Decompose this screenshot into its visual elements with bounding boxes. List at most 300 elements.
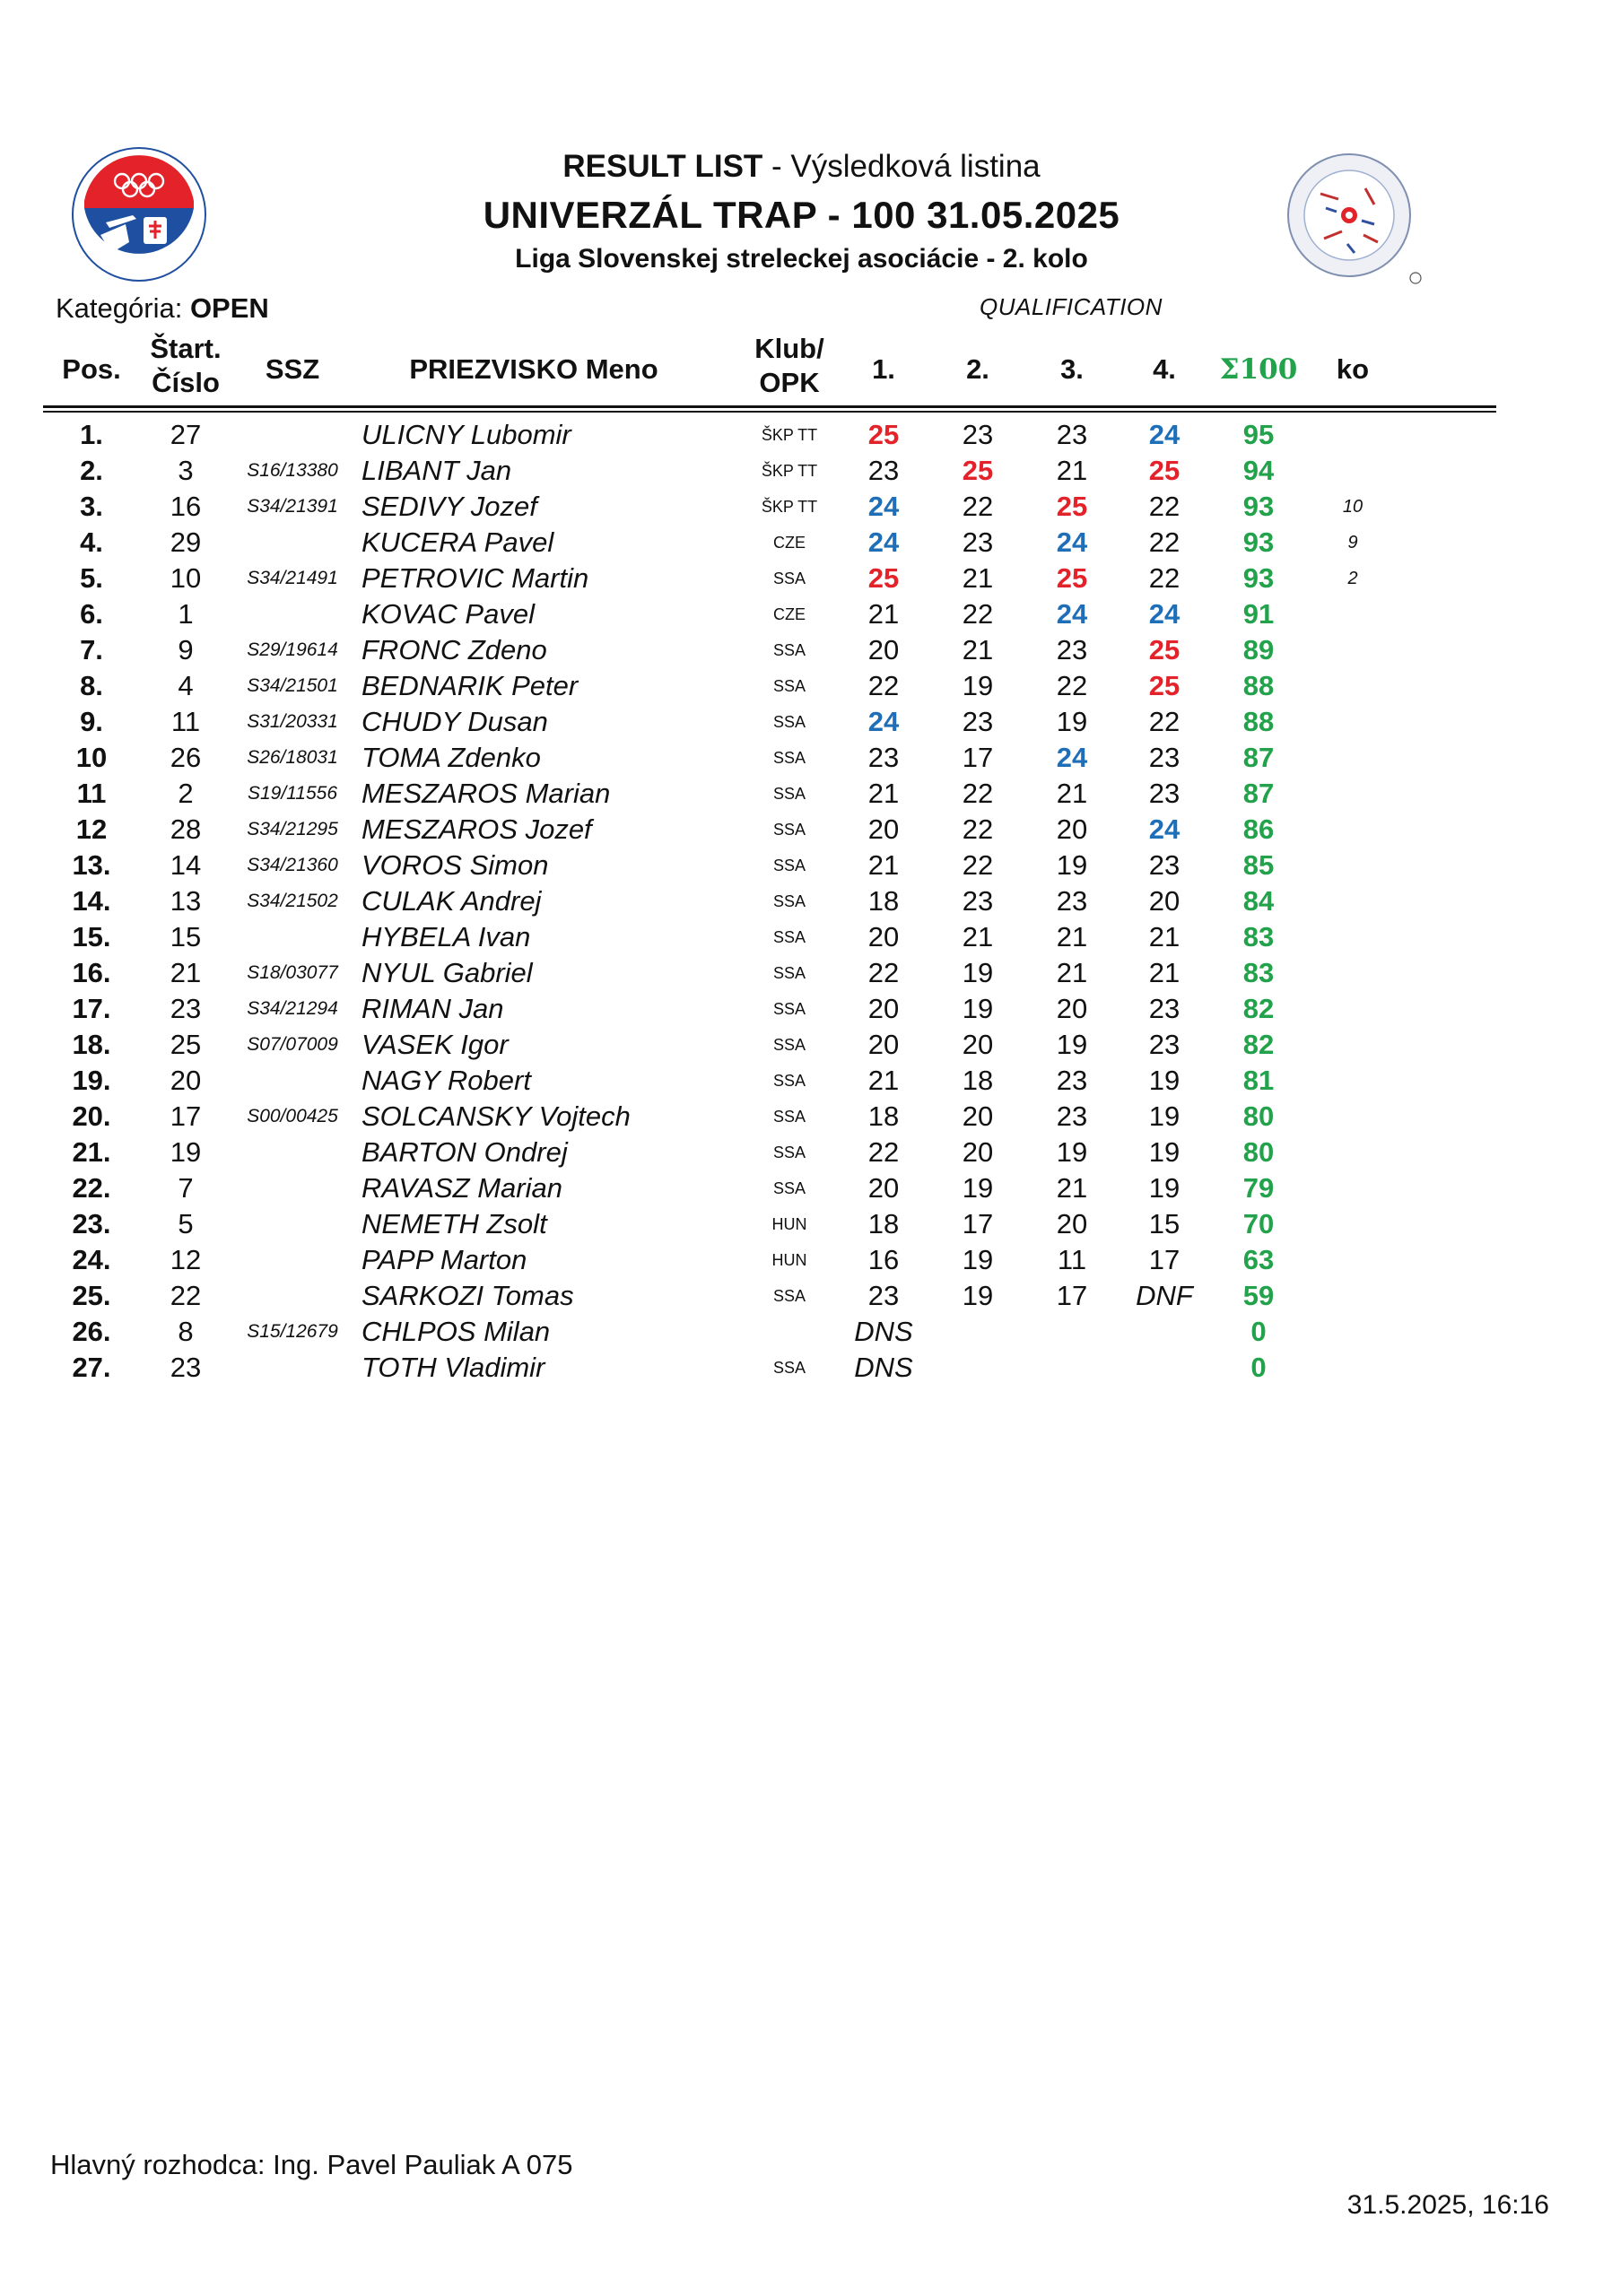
round-4-score-cell bbox=[1119, 1350, 1209, 1386]
ssz-id-cell: S34/21360 bbox=[247, 855, 338, 875]
position-cell: 20. bbox=[72, 1100, 111, 1132]
start-number-cell: 23 bbox=[170, 1352, 202, 1383]
shooter-name-cell: NEMETH Zsolt bbox=[362, 1208, 547, 1239]
round-3-score-cell: 21 bbox=[1056, 455, 1088, 486]
round-4-score-cell: 22 bbox=[1148, 706, 1180, 737]
position-cell: 12 bbox=[75, 813, 108, 845]
ko-cell bbox=[1308, 1099, 1398, 1135]
table-row bbox=[0, 668, 1603, 704]
ssz-id-cell bbox=[235, 525, 350, 561]
round-2-score-cell: 19 bbox=[962, 993, 994, 1024]
start-number-cell: 1 bbox=[178, 598, 194, 630]
club-cell: SSA bbox=[772, 964, 806, 982]
club-cell: SSA bbox=[772, 641, 806, 659]
col-club: Klub/ OPK bbox=[754, 333, 824, 398]
round-1-score-cell: 20 bbox=[867, 813, 900, 845]
ssz-id-cell: S16/13380 bbox=[247, 460, 338, 481]
round-1-score-cell: 21 bbox=[867, 598, 900, 630]
start-number-cell: 20 bbox=[170, 1065, 202, 1096]
start-number-cell: 29 bbox=[170, 526, 202, 558]
total-score-cell: 84 bbox=[1242, 885, 1275, 917]
table-row bbox=[0, 704, 1603, 740]
shooter-name-cell: TOTH Vladimir bbox=[362, 1352, 545, 1383]
round-4-score-cell: 24 bbox=[1148, 419, 1180, 450]
round-3-score-cell: 21 bbox=[1056, 921, 1088, 952]
round-2-score-cell: 17 bbox=[962, 1208, 994, 1239]
round-2-score-cell bbox=[933, 1314, 1023, 1350]
position-cell: 7. bbox=[80, 634, 103, 665]
shooter-name-cell: PAPP Marton bbox=[362, 1244, 527, 1275]
round-2-score-cell bbox=[933, 1350, 1023, 1386]
round-4-score-cell: 25 bbox=[1148, 455, 1180, 486]
shooter-name-cell: BEDNARIK Peter bbox=[362, 670, 579, 701]
total-score-cell: 80 bbox=[1242, 1100, 1275, 1132]
round-4-score-cell: 23 bbox=[1148, 993, 1180, 1024]
ko-cell bbox=[1308, 1350, 1398, 1386]
club-cell: SSA bbox=[772, 1144, 806, 1161]
col-round-1: 1. bbox=[872, 353, 895, 385]
round-1-score-cell: 23 bbox=[867, 455, 900, 486]
club-cell bbox=[741, 1314, 838, 1350]
table-row bbox=[0, 1099, 1603, 1135]
total-score-cell: 89 bbox=[1242, 634, 1275, 665]
position-cell: 13. bbox=[72, 849, 111, 881]
position-cell: 27. bbox=[72, 1352, 111, 1383]
ko-cell bbox=[1308, 668, 1398, 704]
position-cell: 8. bbox=[80, 670, 103, 701]
position-cell: 26. bbox=[72, 1316, 111, 1347]
position-cell: 16. bbox=[72, 957, 111, 988]
position-cell: 15. bbox=[72, 921, 111, 952]
shooter-name-cell: CHLPOS Milan bbox=[362, 1316, 551, 1347]
total-score-cell: 70 bbox=[1242, 1208, 1275, 1239]
round-2-score-cell: 23 bbox=[962, 419, 994, 450]
event-title: UNIVERZÁL TRAP - 100 31.05.2025 bbox=[483, 194, 1120, 236]
shooter-name-cell: ULICNY Lubomir bbox=[362, 419, 571, 450]
round-2-score-cell: 20 bbox=[962, 1100, 994, 1132]
total-score-cell: 83 bbox=[1242, 957, 1275, 988]
club-cell: CZE bbox=[773, 534, 806, 552]
position-cell: 21. bbox=[72, 1136, 111, 1168]
ko-cell bbox=[1308, 704, 1398, 740]
ssz-id-cell: S31/20331 bbox=[247, 711, 338, 732]
position-cell: 25. bbox=[72, 1280, 111, 1311]
start-number-cell: 15 bbox=[170, 921, 202, 952]
ssz-id-cell bbox=[235, 1170, 350, 1206]
round-3-score-cell: 17 bbox=[1056, 1280, 1088, 1311]
round-3-score-cell: 23 bbox=[1056, 1100, 1088, 1132]
round-4-score-cell: 25 bbox=[1148, 634, 1180, 665]
shooter-name-cell: VASEK Igor bbox=[362, 1029, 509, 1060]
club-cell: HUN bbox=[771, 1251, 807, 1269]
round-1-score-cell: 22 bbox=[867, 957, 900, 988]
position-cell: 22. bbox=[72, 1172, 111, 1204]
round-4-score-cell: 23 bbox=[1148, 742, 1180, 773]
total-score-cell: 82 bbox=[1242, 993, 1275, 1024]
club-cell: SSA bbox=[772, 570, 806, 587]
total-score-cell: 93 bbox=[1242, 562, 1275, 594]
ssz-id-cell bbox=[235, 596, 350, 632]
table-row bbox=[0, 489, 1603, 525]
position-cell: 10 bbox=[75, 742, 108, 773]
round-4-score-cell: 25 bbox=[1148, 670, 1180, 701]
table-row bbox=[0, 525, 1603, 561]
round-2-score-cell: 22 bbox=[962, 849, 994, 881]
ssz-id-cell: S18/03077 bbox=[247, 962, 338, 983]
table-row bbox=[0, 417, 1603, 453]
round-2-score-cell: 22 bbox=[962, 598, 994, 630]
club-cell: SSA bbox=[772, 1000, 806, 1018]
ssz-id-cell: S34/21501 bbox=[247, 675, 338, 696]
round-2-score-cell: 23 bbox=[962, 885, 994, 917]
shooter-name-cell: NYUL Gabriel bbox=[362, 957, 533, 988]
position-cell: 17. bbox=[72, 993, 111, 1024]
round-3-score-cell: 21 bbox=[1056, 1172, 1088, 1204]
ko-cell: 9 bbox=[1347, 533, 1358, 552]
round-1-score-cell: 20 bbox=[867, 1172, 900, 1204]
round-4-score-cell: DNF bbox=[1136, 1280, 1193, 1311]
ssz-id-cell: S00/00425 bbox=[247, 1106, 338, 1126]
round-4-score-cell: 19 bbox=[1148, 1172, 1180, 1204]
round-3-score-cell: 20 bbox=[1056, 1208, 1088, 1239]
ssz-id-cell bbox=[235, 1206, 350, 1242]
ko-cell bbox=[1308, 812, 1398, 848]
round-1-score-cell: 22 bbox=[867, 1136, 900, 1168]
start-number-cell: 7 bbox=[178, 1172, 194, 1204]
club-cell: SSA bbox=[772, 1072, 806, 1090]
club-cell: SSA bbox=[772, 1179, 806, 1197]
club-cell: SSA bbox=[772, 785, 806, 803]
club-cell: ŠKP TT bbox=[761, 462, 818, 480]
shooter-name-cell: NAGY Robert bbox=[362, 1065, 531, 1096]
table-row bbox=[0, 1135, 1603, 1170]
col-start: Štart. Číslo bbox=[150, 333, 222, 398]
total-score-cell: 79 bbox=[1242, 1172, 1275, 1204]
shooter-name-cell: BARTON Ondrej bbox=[362, 1136, 568, 1168]
round-1-score-cell: DNS bbox=[854, 1316, 913, 1347]
position-cell: 5. bbox=[80, 562, 103, 594]
stage-label: QUALIFICATION bbox=[980, 293, 1163, 320]
start-number-cell: 17 bbox=[170, 1100, 202, 1132]
col-round-2: 2. bbox=[966, 353, 989, 385]
shooter-name-cell: RAVASZ Marian bbox=[362, 1172, 562, 1204]
header-rule-thin bbox=[43, 411, 1496, 413]
ko-cell bbox=[1308, 1027, 1398, 1063]
round-2-score-cell: 18 bbox=[962, 1065, 994, 1096]
club-cell: SSA bbox=[772, 857, 806, 874]
ko-cell bbox=[1308, 1242, 1398, 1278]
ko-cell bbox=[1308, 596, 1398, 632]
shooter-name-cell: MESZAROS Jozef bbox=[362, 813, 592, 845]
ssz-id-cell bbox=[235, 1063, 350, 1099]
total-score-cell: 0 bbox=[1250, 1316, 1267, 1347]
shooter-name-cell: FRONC Zdeno bbox=[362, 634, 547, 665]
table-row bbox=[0, 812, 1603, 848]
col-total: Σ100 bbox=[1219, 353, 1298, 386]
shooter-name-cell: SOLCANSKY Vojtech bbox=[362, 1100, 631, 1132]
round-3-score-cell: 24 bbox=[1056, 742, 1088, 773]
start-number-cell: 19 bbox=[170, 1136, 202, 1168]
shooter-name-cell: VOROS Simon bbox=[362, 849, 549, 881]
round-1-score-cell: 21 bbox=[867, 778, 900, 809]
round-2-score-cell: 22 bbox=[962, 491, 994, 522]
round-3-score-cell: 19 bbox=[1056, 706, 1088, 737]
round-2-score-cell: 19 bbox=[962, 1244, 994, 1275]
club-cell: SSA bbox=[772, 713, 806, 731]
ko-cell bbox=[1308, 991, 1398, 1027]
round-1-score-cell: 23 bbox=[867, 1280, 900, 1311]
start-number-cell: 10 bbox=[170, 562, 202, 594]
total-score-cell: 80 bbox=[1242, 1136, 1275, 1168]
start-number-cell: 4 bbox=[178, 670, 194, 701]
round-1-score-cell: 20 bbox=[867, 921, 900, 952]
round-1-score-cell: DNS bbox=[854, 1352, 913, 1383]
round-2-score-cell: 20 bbox=[962, 1136, 994, 1168]
start-number-cell: 28 bbox=[170, 813, 202, 845]
ssz-id-cell: S29/19614 bbox=[247, 639, 338, 660]
total-score-cell: 95 bbox=[1242, 419, 1275, 450]
round-1-score-cell: 18 bbox=[867, 1208, 900, 1239]
round-3-score-cell: 23 bbox=[1056, 634, 1088, 665]
ssz-id-cell: S34/21294 bbox=[247, 998, 338, 1019]
round-2-score-cell: 21 bbox=[962, 921, 994, 952]
round-4-score-cell: 17 bbox=[1148, 1244, 1180, 1275]
club-cell: SSA bbox=[772, 677, 806, 695]
table-row bbox=[0, 453, 1603, 489]
shooter-name-cell: HYBELA Ivan bbox=[362, 921, 531, 952]
round-2-score-cell: 25 bbox=[962, 455, 994, 486]
position-cell: 3. bbox=[80, 491, 103, 522]
position-cell: 4. bbox=[80, 526, 103, 558]
start-number-cell: 22 bbox=[170, 1280, 202, 1311]
table-row bbox=[0, 561, 1603, 596]
shooter-name-cell: CHUDY Dusan bbox=[362, 706, 548, 737]
shooter-name-cell: SARKOZI Tomas bbox=[362, 1280, 574, 1311]
shooter-name-cell: KOVAC Pavel bbox=[362, 598, 535, 630]
round-1-score-cell: 18 bbox=[867, 885, 900, 917]
ko-cell bbox=[1308, 848, 1398, 883]
round-3-score-cell bbox=[1027, 1314, 1117, 1350]
round-4-score-cell: 24 bbox=[1148, 598, 1180, 630]
ko-cell bbox=[1308, 955, 1398, 991]
round-1-score-cell: 22 bbox=[867, 670, 900, 701]
position-cell: 9. bbox=[80, 706, 103, 737]
position-cell: 18. bbox=[72, 1029, 111, 1060]
position-cell: 23. bbox=[72, 1208, 111, 1239]
table-row bbox=[0, 848, 1603, 883]
ssz-id-cell: S07/07009 bbox=[247, 1034, 338, 1055]
table-row bbox=[0, 1206, 1603, 1242]
round-3-score-cell: 19 bbox=[1056, 1136, 1088, 1168]
ssz-id-cell: S34/21295 bbox=[247, 819, 338, 839]
position-cell: 14. bbox=[72, 885, 111, 917]
club-cell: ŠKP TT bbox=[761, 498, 818, 516]
position-cell: 6. bbox=[80, 598, 103, 630]
table-row bbox=[0, 1314, 1603, 1350]
round-2-score-cell: 19 bbox=[962, 670, 994, 701]
round-1-score-cell: 21 bbox=[867, 849, 900, 881]
round-1-score-cell: 23 bbox=[867, 742, 900, 773]
shooter-name-cell: RIMAN Jan bbox=[362, 993, 504, 1024]
ssz-id-cell: S34/21391 bbox=[247, 496, 338, 517]
ko-cell bbox=[1308, 740, 1398, 776]
round-3-score-cell: 25 bbox=[1056, 491, 1088, 522]
total-score-cell: 82 bbox=[1242, 1029, 1275, 1060]
round-4-score-cell: 22 bbox=[1148, 526, 1180, 558]
round-1-score-cell: 21 bbox=[867, 1065, 900, 1096]
ko-cell bbox=[1308, 453, 1398, 489]
ssz-id-cell: S15/12679 bbox=[247, 1321, 338, 1342]
ssz-id-cell bbox=[235, 1242, 350, 1278]
ssz-id-cell: S26/18031 bbox=[247, 747, 338, 768]
ko-cell bbox=[1308, 883, 1398, 919]
header-rule-thick bbox=[43, 405, 1496, 408]
table-row bbox=[0, 1170, 1603, 1206]
round-2-score-cell: 22 bbox=[962, 813, 994, 845]
col-pos: Pos. bbox=[62, 353, 121, 385]
round-2-score-cell: 19 bbox=[962, 957, 994, 988]
table-row bbox=[0, 1242, 1603, 1278]
table-row bbox=[0, 632, 1603, 668]
table-row bbox=[0, 1027, 1603, 1063]
total-score-cell: 87 bbox=[1242, 778, 1275, 809]
club-cell: ŠKP TT bbox=[761, 426, 818, 444]
round-3-score-cell: 21 bbox=[1056, 778, 1088, 809]
total-score-cell: 91 bbox=[1242, 598, 1275, 630]
table-row bbox=[0, 596, 1603, 632]
club-cell: SSA bbox=[772, 1108, 806, 1126]
round-1-score-cell: 18 bbox=[867, 1100, 900, 1132]
round-2-score-cell: 23 bbox=[962, 526, 994, 558]
col-round-4: 4. bbox=[1153, 353, 1176, 385]
ssz-id-cell bbox=[235, 1350, 350, 1386]
col-name: PRIEZVISKO Meno bbox=[409, 353, 658, 385]
round-3-score-cell: 21 bbox=[1056, 957, 1088, 988]
start-number-cell: 23 bbox=[170, 993, 202, 1024]
round-1-score-cell: 24 bbox=[867, 491, 900, 522]
total-score-cell: 88 bbox=[1242, 706, 1275, 737]
start-number-cell: 16 bbox=[170, 491, 202, 522]
round-4-score-cell: 23 bbox=[1148, 1029, 1180, 1060]
round-4-score-cell: 22 bbox=[1148, 562, 1180, 594]
round-4-score-cell: 23 bbox=[1148, 778, 1180, 809]
shooter-name-cell: TOMA Zdenko bbox=[362, 742, 541, 773]
round-1-score-cell: 24 bbox=[867, 706, 900, 737]
round-3-score-cell: 22 bbox=[1056, 670, 1088, 701]
club-cell: CZE bbox=[773, 605, 806, 623]
round-4-score-cell: 24 bbox=[1148, 813, 1180, 845]
round-4-score-cell: 19 bbox=[1148, 1065, 1180, 1096]
ko-cell: 10 bbox=[1342, 497, 1363, 517]
col-round-3: 3. bbox=[1060, 353, 1084, 385]
col-ssz: SSZ bbox=[265, 353, 320, 385]
position-cell: 11 bbox=[76, 778, 107, 809]
ko-cell bbox=[1308, 632, 1398, 668]
round-3-score-cell bbox=[1027, 1350, 1117, 1386]
category: Kategória: OPEN bbox=[56, 292, 269, 324]
table-row bbox=[0, 776, 1603, 812]
col-ko: ko bbox=[1336, 353, 1370, 385]
position-cell: 24. bbox=[72, 1244, 111, 1275]
round-4-score-cell: 21 bbox=[1148, 957, 1180, 988]
total-score-cell: 86 bbox=[1242, 813, 1275, 845]
total-score-cell: 59 bbox=[1242, 1280, 1275, 1311]
shooter-name-cell: LIBANT Jan bbox=[362, 455, 512, 486]
total-score-cell: 93 bbox=[1242, 491, 1275, 522]
round-4-score-cell: 22 bbox=[1148, 491, 1180, 522]
round-1-score-cell: 20 bbox=[867, 1029, 900, 1060]
round-3-score-cell: 20 bbox=[1056, 813, 1088, 845]
ko-cell bbox=[1308, 776, 1398, 812]
total-score-cell: 83 bbox=[1242, 921, 1275, 952]
round-3-score-cell: 23 bbox=[1056, 1065, 1088, 1096]
round-4-score-cell: 20 bbox=[1148, 885, 1180, 917]
shooter-name-cell: CULAK Andrej bbox=[362, 885, 542, 917]
round-3-score-cell: 25 bbox=[1056, 562, 1088, 594]
ssz-id-cell bbox=[235, 417, 350, 453]
round-4-score-cell: 19 bbox=[1148, 1100, 1180, 1132]
total-score-cell: 63 bbox=[1242, 1244, 1275, 1275]
total-score-cell: 93 bbox=[1242, 526, 1275, 558]
round-1-score-cell: 25 bbox=[867, 562, 900, 594]
total-score-cell: 94 bbox=[1242, 455, 1275, 486]
position-cell: 2. bbox=[80, 455, 103, 486]
ssz-id-cell bbox=[235, 1278, 350, 1314]
total-score-cell: 88 bbox=[1242, 670, 1275, 701]
club-cell: SSA bbox=[772, 892, 806, 910]
round-1-score-cell: 24 bbox=[867, 526, 900, 558]
start-number-cell: 14 bbox=[170, 849, 202, 881]
round-3-score-cell: 24 bbox=[1056, 526, 1088, 558]
round-3-score-cell: 11 bbox=[1057, 1244, 1087, 1275]
table-row bbox=[0, 740, 1603, 776]
ko-cell bbox=[1308, 1314, 1398, 1350]
start-number-cell: 26 bbox=[170, 742, 202, 773]
start-number-cell: 2 bbox=[178, 778, 194, 809]
club-cell: SSA bbox=[772, 749, 806, 767]
round-1-score-cell: 25 bbox=[867, 419, 900, 450]
club-cell: SSA bbox=[772, 1036, 806, 1054]
ssz-id-cell bbox=[235, 1135, 350, 1170]
position-cell: 1. bbox=[80, 419, 103, 450]
round-3-score-cell: 24 bbox=[1056, 598, 1088, 630]
table-row bbox=[0, 1278, 1603, 1314]
ko-cell bbox=[1308, 1206, 1398, 1242]
ko-cell: 2 bbox=[1347, 569, 1358, 588]
shooter-name-cell: SEDIVY Jozef bbox=[362, 491, 537, 522]
round-2-score-cell: 22 bbox=[962, 778, 994, 809]
start-number-cell: 8 bbox=[178, 1316, 194, 1347]
shooter-name-cell: MESZAROS Marian bbox=[362, 778, 611, 809]
round-3-score-cell: 23 bbox=[1056, 419, 1088, 450]
start-number-cell: 21 bbox=[170, 957, 202, 988]
start-number-cell: 25 bbox=[170, 1029, 202, 1060]
print-datetime: 31.5.2025, 16:16 bbox=[1346, 2190, 1549, 2220]
ko-cell bbox=[1308, 417, 1398, 453]
ko-cell bbox=[1308, 1135, 1398, 1170]
start-number-cell: 27 bbox=[170, 419, 202, 450]
total-score-cell: 85 bbox=[1242, 849, 1275, 881]
table-row bbox=[0, 1350, 1603, 1386]
table-row bbox=[0, 919, 1603, 955]
round-2-score-cell: 17 bbox=[962, 742, 994, 773]
ko-cell bbox=[1308, 1278, 1398, 1314]
table-row bbox=[0, 955, 1603, 991]
start-number-cell: 11 bbox=[170, 706, 201, 737]
round-2-score-cell: 20 bbox=[962, 1029, 994, 1060]
round-4-score-cell: 23 bbox=[1148, 849, 1180, 881]
ssz-id-cell bbox=[235, 919, 350, 955]
